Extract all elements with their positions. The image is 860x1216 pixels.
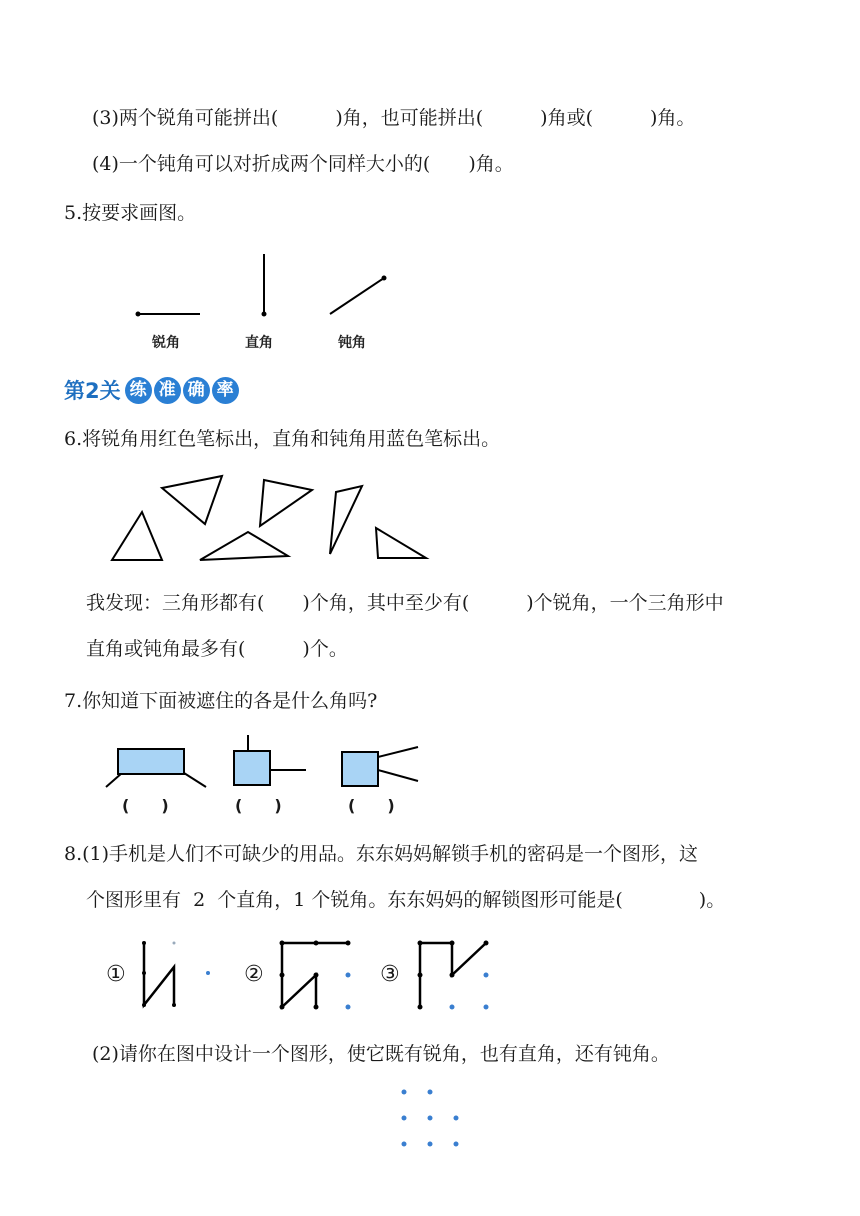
q7-blank[interactable]: ( ) <box>235 796 282 815</box>
triangle-4 <box>200 532 288 560</box>
q7-blank[interactable]: ( ) <box>348 796 395 815</box>
pattern-1-path <box>144 943 174 1005</box>
triangle-2 <box>162 476 222 524</box>
banner-char: 率 <box>212 377 239 404</box>
q8-part1-line1: 8.(1)手机是人们不可缺少的用品。东东妈妈解锁手机的密码是一个图形，这 <box>64 843 699 865</box>
pattern-2-path <box>282 943 348 1007</box>
q6-finding-line2: 直角或钝角最多有( )个。 <box>86 638 348 660</box>
q7-covered-angles <box>100 735 430 799</box>
banner-char: 准 <box>154 377 181 404</box>
banner-char: 练 <box>125 377 152 404</box>
cover1-left-ray <box>106 773 122 787</box>
label-obtuse: 钝角 <box>338 335 366 351</box>
q8-unlock-patterns <box>130 935 500 1019</box>
q7-title: 7.你知道下面被遮住的各是什么角吗? <box>64 690 378 712</box>
cover3-up-ray <box>378 747 418 757</box>
q7-blank[interactable]: ( ) <box>122 796 169 815</box>
obtuse-ray <box>330 278 384 314</box>
cover-card-3 <box>342 752 378 786</box>
obtuse-endpoint <box>382 276 387 281</box>
option-2-label: ② <box>244 962 264 987</box>
q6-title: 6.将锐角用红色笔标出，直角和钝角用蓝色笔标出。 <box>64 428 501 450</box>
cover1-right-ray <box>184 773 206 787</box>
q6-triangles <box>100 470 440 574</box>
cover-card-1 <box>118 749 184 774</box>
q5-figure <box>130 250 400 329</box>
right-endpoint <box>262 312 267 317</box>
section-banner <box>64 372 241 408</box>
triangle-1 <box>112 512 162 560</box>
banner-char: 确 <box>183 377 210 404</box>
triangle-6 <box>376 528 426 558</box>
label-acute: 锐角 <box>152 335 180 351</box>
pattern-3-path <box>420 943 486 1007</box>
cover3-down-ray <box>378 770 418 781</box>
q5-title: 5.按要求画图。 <box>64 202 197 224</box>
q8-part1-line2: 个图形里有 2 个直角，1 个锐角。东东妈妈的解锁图形可能是( )。 <box>86 889 726 911</box>
label-right: 直角 <box>245 335 273 351</box>
option-1-label: ① <box>106 962 126 987</box>
banner-stage: 第2关 <box>64 379 121 403</box>
q8-part2: (2)请你在图中设计一个图形，使它既有锐角，也有直角，还有钝角。 <box>92 1043 670 1065</box>
option-3-label: ③ <box>380 962 400 987</box>
q6-finding-line1: 我发现：三角形都有( )个角，其中至少有( )个锐角，一个三角形中 <box>86 592 724 614</box>
triangle-5 <box>330 486 362 554</box>
triangle-3 <box>260 480 312 526</box>
cover-card-2 <box>234 751 270 785</box>
q8-design-grid[interactable] <box>398 1086 468 1160</box>
acute-endpoint <box>136 312 141 317</box>
q4-item4: (4)一个钝角可以对折成两个同样大小的( )角。 <box>92 153 514 175</box>
q4-item3: (3)两个锐角可能拼出( )角，也可能拼出( )角或( )角。 <box>92 107 696 129</box>
